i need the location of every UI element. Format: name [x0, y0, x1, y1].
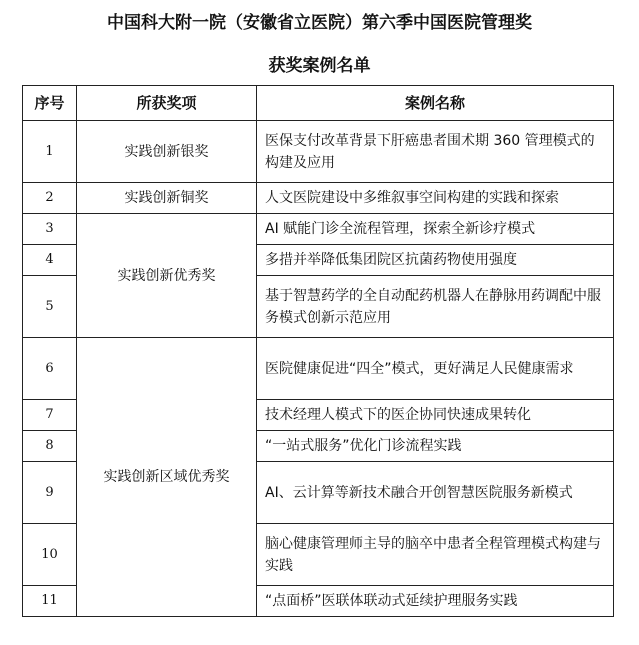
case-name: 脑心健康管理师主导的脑卒中患者全程管理模式构建与实践	[257, 524, 614, 586]
table-header-row	[23, 86, 614, 121]
case-name: AI 赋能门诊全流程管理，探索全新诊疗模式	[257, 214, 614, 245]
award-regional: 实践创新区域优秀奖	[77, 338, 257, 617]
award-excellent: 实践创新优秀奖	[77, 214, 257, 338]
table-row	[23, 183, 614, 214]
row-number: 7	[23, 400, 77, 431]
row-number: 9	[23, 462, 77, 524]
title-line-1: 中国科大附一院（安徽省立医院）第六季中国医院管理奖	[107, 13, 532, 33]
row-number: 5	[23, 276, 77, 338]
table-row	[23, 214, 614, 245]
case-name: 医保支付改革背景下肝癌患者围术期 360 管理模式的构建及应用	[257, 121, 614, 183]
row-number: 1	[23, 121, 77, 183]
case-name: 多措并举降低集团院区抗菌药物使用强度	[257, 245, 614, 276]
header-no: 序号	[23, 86, 77, 121]
award-silver: 实践创新银奖	[77, 121, 257, 183]
case-name: AI、云计算等新技术融合开创智慧医院服务新模式	[257, 462, 614, 524]
row-number: 4	[23, 245, 77, 276]
case-name: “一站式服务”优化门诊流程实践	[257, 431, 614, 462]
header-award: 所获奖项	[77, 86, 257, 121]
table-row	[23, 121, 614, 183]
row-number: 2	[23, 183, 77, 214]
case-name: 技术经理人模式下的医企协同快速成果转化	[257, 400, 614, 431]
case-name: 医院健康促进“四全”模式，更好满足人民健康需求	[257, 338, 614, 400]
table-row	[23, 338, 614, 400]
case-name: 基于智慧药学的全自动配药机器人在静脉用药调配中服务模式创新示范应用	[257, 276, 614, 338]
row-number: 10	[23, 524, 77, 586]
row-number: 11	[23, 586, 77, 617]
title-line-2: 获奖案例名单	[268, 56, 371, 76]
row-number: 8	[23, 431, 77, 462]
case-name: 人文医院建设中多维叙事空间构建的实践和探索	[257, 183, 614, 214]
award-table	[22, 85, 614, 617]
award-bronze: 实践创新铜奖	[77, 183, 257, 214]
row-number: 3	[23, 214, 77, 245]
header-case: 案例名称	[257, 86, 614, 121]
case-name: “点面桥”医联体联动式延续护理服务实践	[257, 586, 614, 617]
row-number: 6	[23, 338, 77, 400]
